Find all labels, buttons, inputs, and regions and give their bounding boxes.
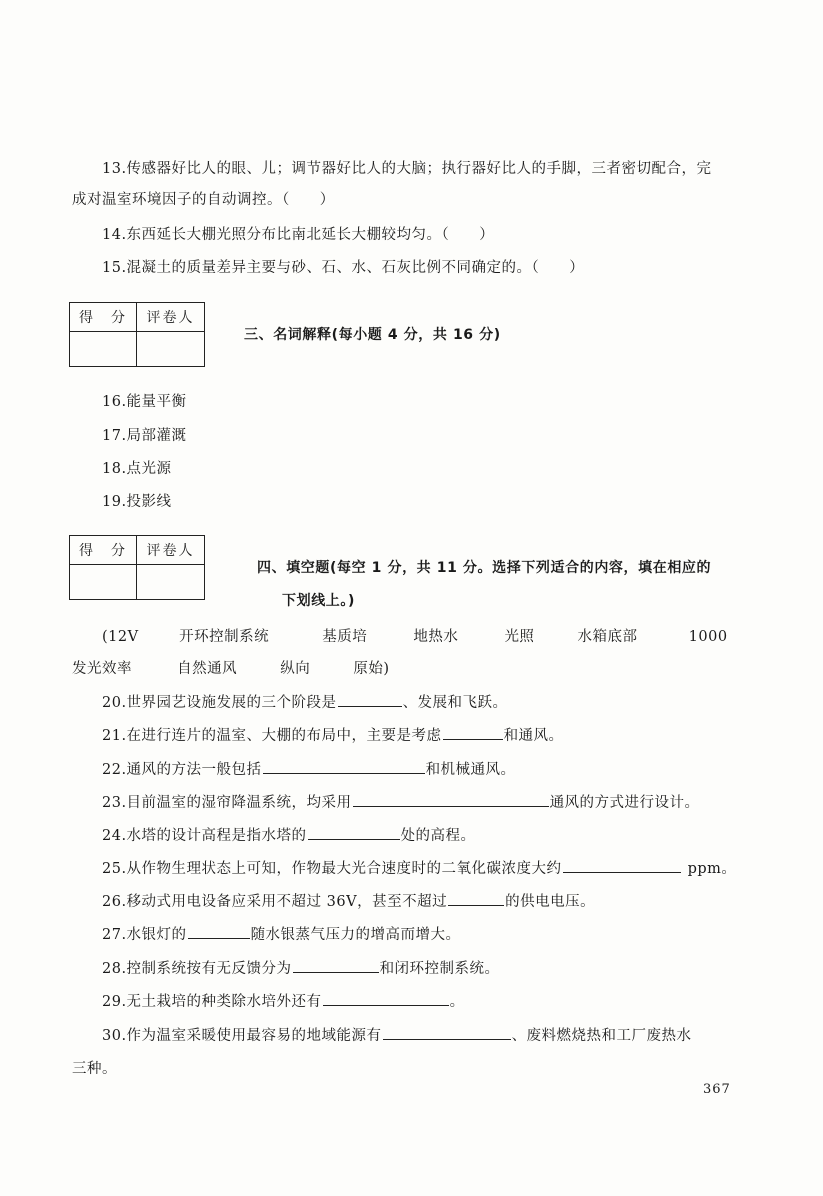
question-24: 24.水塔的设计高程是指水塔的 处的高程。 <box>102 824 476 845</box>
option-item: 地热水 <box>413 629 459 645</box>
section4-title-line2: 下划线上。) <box>282 593 355 609</box>
option-item: 基质培 <box>322 629 368 645</box>
option-item: 1000 <box>688 629 728 645</box>
question-28: 28.控制系统按有无反馈分为 和闭环控制系统。 <box>102 957 500 978</box>
option-item: 开环控制系统 <box>179 629 270 645</box>
question-13-line1: 13.传感器好比人的眼、儿；调节器好比人的大脑；执行器好比人的手脚，三者密切配合，完 <box>102 161 712 177</box>
term-16: 16.能量平衡 <box>102 394 187 410</box>
question-26: 26.移动式用电设备应采用不超过 36V，甚至不超过 的供电电压。 <box>102 890 595 911</box>
option-item: 光照 <box>504 629 535 645</box>
score-box-section4 <box>69 535 205 600</box>
term-18: 18.点光源 <box>102 461 172 477</box>
term-19: 19.投影线 <box>102 494 172 510</box>
option-item: 纵向 <box>280 661 311 677</box>
options-line1 <box>102 625 728 646</box>
question-22: 22.通风的方法一般包括 和机械通风。 <box>102 758 516 779</box>
option-item: 自然通风 <box>177 661 238 677</box>
question-29: 29.无土栽培的种类除水培外还有 。 <box>102 990 465 1011</box>
question-30-line2: 三种。 <box>72 1061 117 1077</box>
answer-blank[interactable] <box>323 991 449 1006</box>
grader-cell[interactable] <box>137 565 204 599</box>
term-17: 17.局部灌溉 <box>102 428 187 444</box>
question-25: 25.从作物生理状态上可知，作物最大光合速度时的二氧化碳浓度大约 ppm。 <box>102 857 736 878</box>
answer-blank[interactable] <box>448 891 504 906</box>
score-cell[interactable] <box>70 565 137 599</box>
answer-blank[interactable] <box>263 759 425 774</box>
answer-blank[interactable] <box>353 792 549 807</box>
question-15: 15.混凝土的质量差异主要与砂、石、水、石灰比例不同确定的。（ ） <box>102 260 585 276</box>
question-14: 14.东西延长大棚光照分布比南北延长大棚较均匀。（ ） <box>102 227 495 243</box>
section3-title: 三、名词解释(每小题 4 分，共 16 分) <box>244 327 501 343</box>
score-label: 得 分 <box>70 303 137 332</box>
section4-title-line1: 四、填空题(每空 1 分，共 11 分。选择下列适合的内容，填在相应的 <box>257 560 712 576</box>
score-label: 得 分 <box>70 536 137 565</box>
option-item: 水箱底部 <box>577 629 638 645</box>
grader-label: 评卷人 <box>137 536 204 565</box>
options-line2 <box>72 657 390 678</box>
answer-blank[interactable] <box>383 1025 511 1040</box>
answer-blank[interactable] <box>563 858 681 873</box>
option-item: (12V <box>102 629 139 645</box>
question-13-line2: 成对温室环境因子的自动调控。（ ） <box>72 192 335 208</box>
question-30-line1: 30.作为温室采暖使用最容易的地域能源有 、废料燃烧热和工厂废热水 <box>102 1024 692 1045</box>
score-box-section3 <box>69 302 205 367</box>
question-20: 20.世界园艺设施发展的三个阶段是 、发展和飞跃。 <box>102 691 508 712</box>
question-21: 21.在进行连片的温室、大棚的布局中，主要是考虑 和通风。 <box>102 724 564 745</box>
option-item: 发光效率 <box>72 661 132 677</box>
answer-blank[interactable] <box>338 692 402 707</box>
grader-cell[interactable] <box>137 332 204 366</box>
answer-blank[interactable] <box>443 725 503 740</box>
option-item: 原始) <box>353 661 390 677</box>
grader-label: 评卷人 <box>137 303 204 332</box>
answer-blank[interactable] <box>308 825 400 840</box>
page-number: 367 <box>703 1082 731 1097</box>
question-23: 23.目前温室的湿帘降温系统，均采用 通风的方式进行设计。 <box>102 791 700 812</box>
score-cell[interactable] <box>70 332 137 366</box>
question-27: 27.水银灯的 随水银蒸气压力的增高而增大。 <box>102 923 461 944</box>
answer-blank[interactable] <box>188 924 250 939</box>
answer-blank[interactable] <box>293 958 379 973</box>
